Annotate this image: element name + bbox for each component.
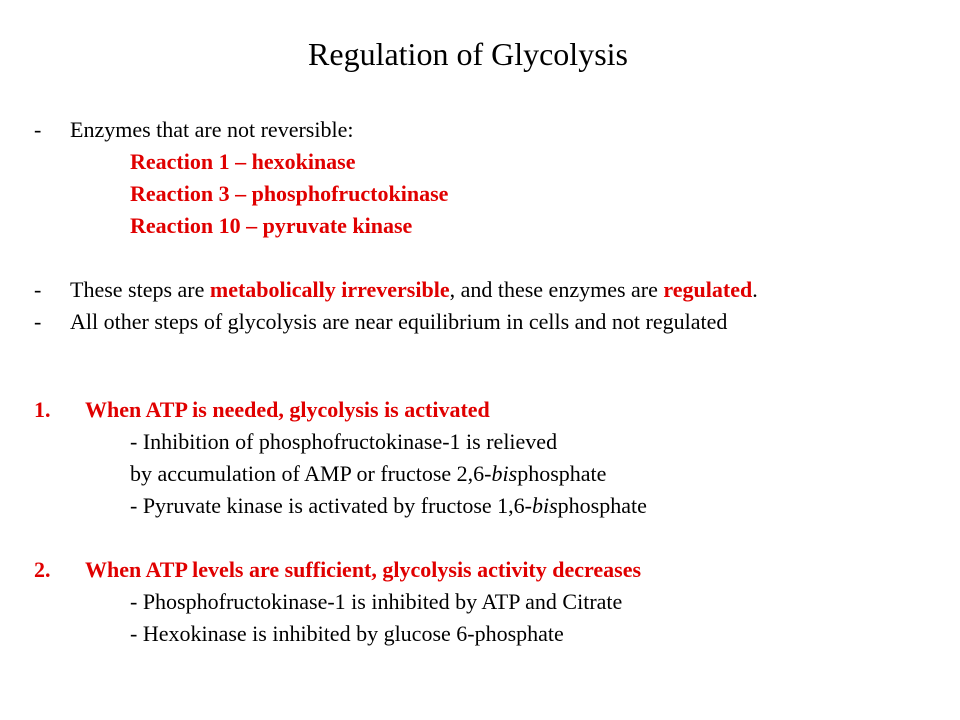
- statement-bullet: -: [34, 309, 42, 334]
- point-1-heading: When ATP is needed, glycolysis is activated: [85, 397, 490, 422]
- point-1-line-3-italic: bis: [531, 493, 558, 518]
- point-1-number: 1.: [34, 397, 51, 422]
- reaction-3: Reaction 3 – phosphofructokinase: [130, 181, 449, 206]
- point-2-line-1: - Phosphofructokinase-1 is inhibited by ATP and Citrate: [130, 589, 623, 614]
- reaction-10: Reaction 10 – pyruvate kinase: [130, 213, 413, 238]
- statement-part: .: [752, 277, 758, 302]
- statement-part: These steps are: [70, 277, 210, 302]
- slide-title: Regulation of Glycolysis: [308, 36, 628, 72]
- point-1-line-3-part: - Pyruvate kinase is activated by fructose 1,6-: [130, 493, 532, 518]
- point-1-line-2: [130, 460, 606, 488]
- point-1-line-3: [130, 492, 647, 520]
- point-1-line-3-part: phosphate: [557, 493, 647, 518]
- point-2-heading: When ATP levels are sufficient, glycolysis activity decreases: [85, 557, 642, 582]
- statement-emphasis-regulated: regulated: [663, 277, 753, 302]
- statement-bullet: -: [34, 277, 42, 302]
- point-2-line-2: - Hexokinase is inhibited by glucose 6-phosphate: [130, 621, 564, 646]
- point-1-line-2-part: by accumulation of AMP or fructose 2,6-: [130, 461, 492, 486]
- statement-emphasis-irreversible: metabolically irreversible: [209, 277, 450, 302]
- statement-text: All other steps of glycolysis are near equilibrium in cells and not regulated: [70, 309, 728, 334]
- statement-text: [70, 276, 758, 304]
- intro-bullet: -: [34, 117, 42, 142]
- point-1-line-1: - Inhibition of phosphofructokinase-1 is relieved: [130, 429, 558, 454]
- reaction-1: Reaction 1 – hexokinase: [130, 149, 356, 174]
- intro-heading: Enzymes that are not reversible:: [70, 117, 354, 142]
- point-1-line-2-italic: bis: [491, 461, 518, 486]
- statement-part: , and these enzymes are: [449, 277, 664, 302]
- point-1-line-2-part: phosphate: [517, 461, 607, 486]
- point-2-number: 2.: [34, 557, 51, 582]
